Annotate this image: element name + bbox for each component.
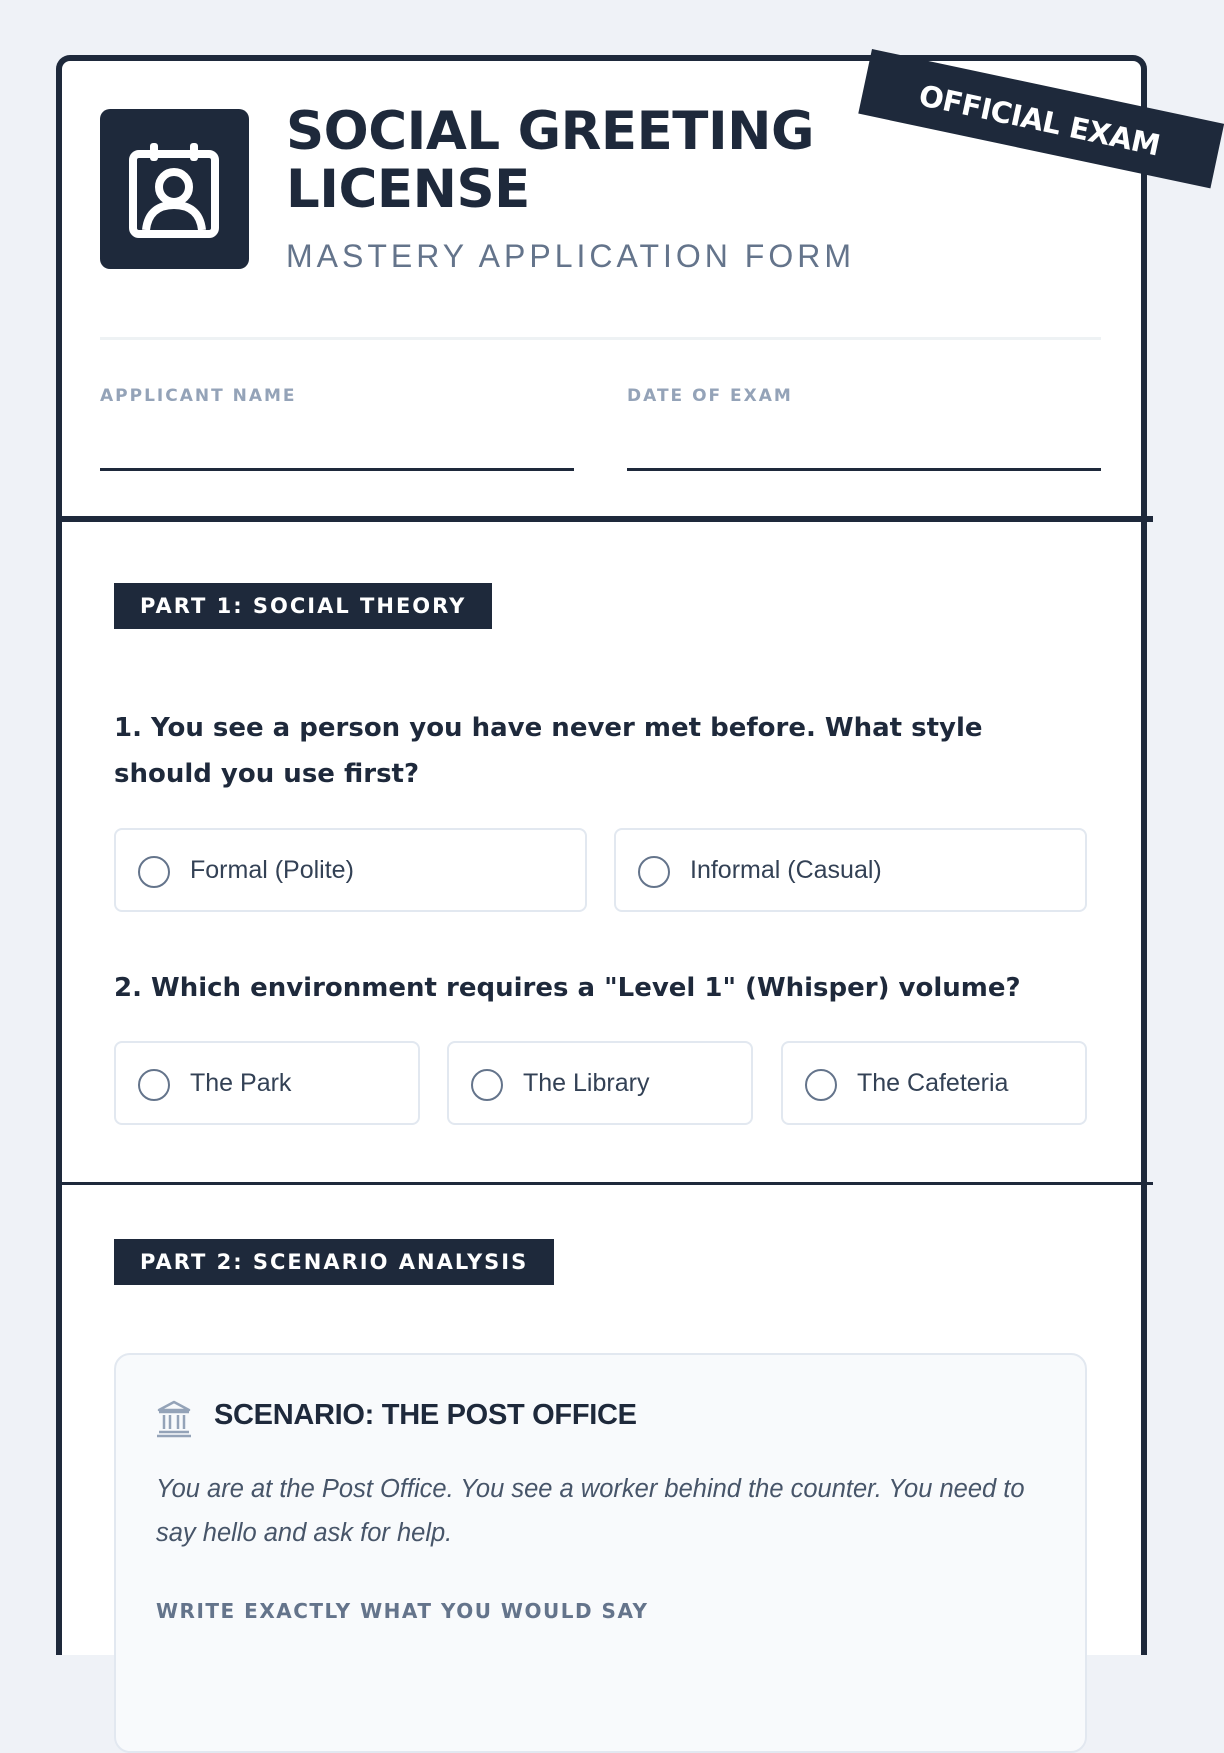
official-exam-ribbon: OFFICIAL EXAM — [858, 49, 1224, 188]
scenario-description: You are at the Post Office. You see a worker behind the counter. You need to say hello and ask for help. — [156, 1475, 1025, 1547]
exam-form-card — [56, 55, 1163, 1655]
radio-button[interactable] — [471, 1069, 503, 1101]
q2-option-cafeteria[interactable] — [781, 1041, 1087, 1125]
radio-button[interactable] — [805, 1069, 837, 1101]
section-divider-2 — [62, 1182, 1153, 1185]
option-label: Formal (Polite) — [190, 856, 354, 884]
page-subtitle: MASTERY APPLICATION FORM — [286, 238, 855, 274]
exam-date-input[interactable] — [627, 417, 1101, 471]
header-divider — [100, 337, 1101, 340]
q1-option-formal[interactable] — [114, 828, 587, 912]
page-title: SOCIAL GREETING LICENSE — [286, 101, 815, 220]
radio-button[interactable] — [638, 856, 670, 888]
scenario-title: SCENARIO: THE POST OFFICE — [214, 1399, 637, 1431]
exam-date-label: DATE OF EXAM — [627, 386, 793, 406]
radio-button[interactable] — [138, 856, 170, 888]
q2-option-library[interactable] — [447, 1041, 753, 1125]
question-1: 1. You see a person you have never met before. What style should you use first? — [114, 713, 983, 789]
q2-option-park[interactable] — [114, 1041, 420, 1125]
scenario-prompt: WRITE EXACTLY WHAT YOU WOULD SAY — [156, 1599, 649, 1623]
scenario-card — [114, 1353, 1087, 1753]
option-label: The Library — [523, 1069, 650, 1097]
bank-building-icon — [156, 1399, 192, 1437]
contact-card-icon — [128, 141, 220, 239]
section-divider-1 — [62, 516, 1153, 522]
question-2: 2. Which environment requires a "Level 1" (Whisper) volume? — [114, 973, 1021, 1003]
radio-button[interactable] — [138, 1069, 170, 1101]
q1-option-informal[interactable] — [614, 828, 1087, 912]
applicant-name-input[interactable] — [100, 417, 574, 471]
option-label: The Cafeteria — [857, 1069, 1009, 1097]
option-label: The Park — [190, 1069, 292, 1097]
part-1-badge: PART 1: SOCIAL THEORY — [114, 583, 492, 629]
option-label: Informal (Casual) — [690, 856, 882, 884]
logo-badge — [100, 109, 249, 269]
applicant-name-label: APPLICANT NAME — [100, 386, 297, 406]
part-2-badge: PART 2: SCENARIO ANALYSIS — [114, 1239, 554, 1285]
